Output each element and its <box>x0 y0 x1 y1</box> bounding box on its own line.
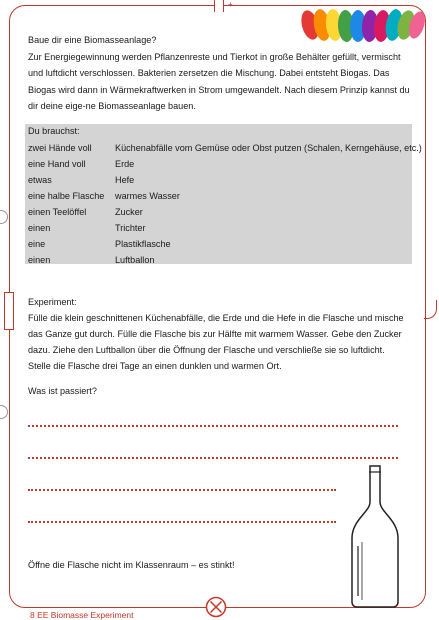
intro-text: Zur Energiegewinnung werden Pflanzenreste und Tierkot in große Behälter gefüllt, vermischt und luftdicht verschlossen. Bakterien zersetzen die Mischung. Dabei entsteht Biogas. Das Biogas wird dann in Wärmekraftwerken in Strom umgewandelt. Nach diesem Prinzip kannst du dir deine eige-ne Biomasseanlage bauen. <box>28 51 410 111</box>
materials-box <box>25 124 422 265</box>
material-amount: etwas <box>28 175 52 185</box>
material-item: warmes Wasser <box>115 191 180 201</box>
material-item: Küchenabfälle vom Gemüse oder Obst putzen (Schalen, Kerngehäuse, etc.) <box>115 143 422 153</box>
bottle-image <box>346 464 404 609</box>
material-amount: zwei Hände voll <box>28 143 92 153</box>
answer-line[interactable] <box>28 425 398 427</box>
material-amount: eine Hand voll <box>28 159 86 169</box>
experiment-title: Experiment: <box>28 297 77 307</box>
top-binding-mark <box>214 0 224 12</box>
material-row <box>28 143 422 153</box>
material-row <box>28 239 171 249</box>
experiment-text: Fülle die klein geschnittenen Küchenabfälle, die Erde und die Hefe in die Flasche und mische das Ganze gut durch. Fülle die Flasche bis zur Hälfte mit warmem Wasser. Gebe den Zucker dazu. Ziehe den Luftballon über die Öffnung der Flasche und verschließe sie so luftdicht. <box>28 313 404 355</box>
material-amount: einen <box>28 255 51 265</box>
intro-section <box>28 32 412 115</box>
right-edge-notch <box>424 300 437 319</box>
material-item: Erde <box>115 159 135 169</box>
material-item: Luftballon <box>115 255 155 265</box>
warning-text: Öffne die Flasche nicht im Klassenraum – es stinkt! <box>28 560 235 570</box>
answer-line[interactable] <box>28 489 336 491</box>
intro-title: Baue dir eine Biomasseanlage? <box>28 35 157 45</box>
material-item: Hefe <box>115 175 135 185</box>
material-amount: einen <box>28 223 51 233</box>
material-amount: eine halbe Flasche <box>28 191 105 201</box>
material-amount: einen Teelöffel <box>28 207 87 217</box>
material-item: Plastikflasche <box>115 239 171 249</box>
left-tab-mark <box>4 292 14 330</box>
material-row <box>28 255 154 265</box>
punch-hole <box>0 210 8 224</box>
material-item: Trichter <box>115 223 146 233</box>
material-row <box>28 223 145 233</box>
material-amount: eine <box>28 239 46 249</box>
material-row <box>28 175 134 185</box>
footer-label: 8 EE Biomasse Experiment <box>30 610 134 620</box>
plus-mark: + <box>228 0 233 9</box>
close-circle-icon <box>205 596 227 618</box>
answer-line[interactable] <box>28 457 398 459</box>
question-text: Was ist passiert? <box>28 386 97 396</box>
materials-header: Du brauchst: <box>28 126 80 136</box>
material-item: Zucker <box>115 207 143 217</box>
answer-line[interactable] <box>28 521 336 523</box>
experiment-text-2: Stelle die Flasche drei Tage an einen dunklen und warmen Ort. <box>28 361 282 371</box>
material-row <box>28 159 134 169</box>
experiment-section <box>28 294 414 374</box>
punch-hole <box>0 405 8 419</box>
material-row <box>28 191 180 201</box>
material-row <box>28 207 143 217</box>
